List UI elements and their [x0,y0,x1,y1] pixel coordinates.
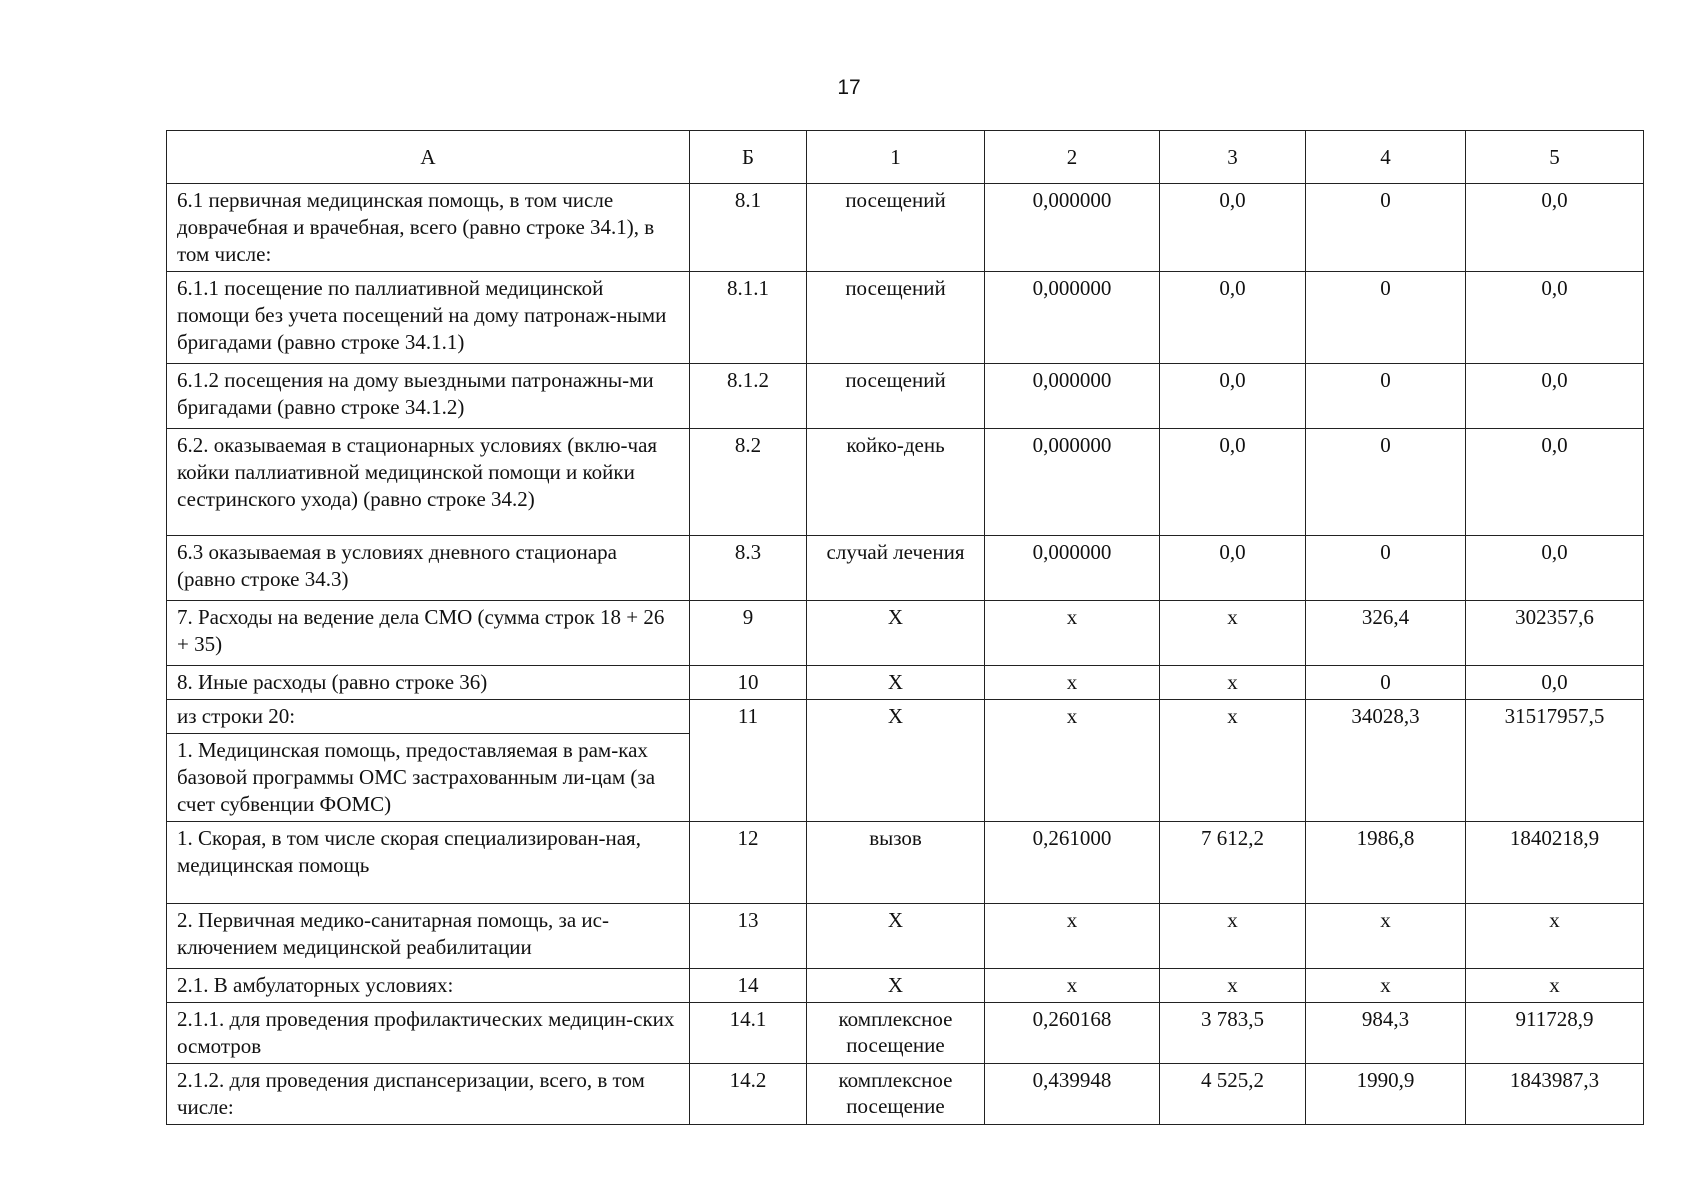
row-col3: 4 525,2 [1160,1064,1306,1125]
row-col3: 3 783,5 [1160,1003,1306,1064]
row-code: 9 [690,601,807,666]
table-row [167,700,1644,734]
row-code: 8.1.1 [690,272,807,364]
row-col5: х [1466,969,1644,1003]
row-col2: 0,000000 [985,364,1160,429]
row-code: 14.1 [690,1003,807,1064]
row-col4: 0 [1306,429,1466,536]
header-cell-3: 3 [1160,131,1306,184]
table-row [167,601,1644,666]
row-col3: 7 612,2 [1160,822,1306,904]
row-col2: 0,439948 [985,1064,1160,1125]
row-col4: 326,4 [1306,601,1466,666]
row-name: 6.1 первичная медицинская помощь, в том числе доврачебная и врачебная, всего (равно строке 34.1), в том числе: [167,184,690,272]
row-col5: 302357,6 [1466,601,1644,666]
row-unit: посещений [807,364,985,429]
row-name: 2.1. В амбулаторных условиях: [167,969,690,1003]
table-row [167,822,1644,904]
header-cell-4: 4 [1306,131,1466,184]
table-row [167,429,1644,536]
row-unit: вызов [807,822,985,904]
row-name: 6.3 оказываемая в условиях дневного стационара (равно строке 34.3) [167,536,690,601]
row-col2: х [985,700,1160,822]
row-unit: Х [807,969,985,1003]
page-number: 17 [837,76,861,99]
table-row [167,184,1644,272]
row-col5: 1840218,9 [1466,822,1644,904]
row-col3: х [1160,666,1306,700]
data-table [166,130,1644,1125]
row-name: 6.1.2 посещения на дому выездными патронажны-ми бригадами (равно строке 34.1.2) [167,364,690,429]
row-unit: Х [807,904,985,969]
table-row [167,364,1644,429]
row-col3: х [1160,904,1306,969]
header-cell-a: А [167,131,690,184]
row-col3: х [1160,601,1306,666]
table-row [167,1064,1644,1125]
row-col5: х [1466,904,1644,969]
row-col3: 0,0 [1160,536,1306,601]
row-name-sub: 1. Медицинская помощь, предоставляемая в рам-ках базовой программы ОМС застрахованным ли-цам (за счет субвенции ФОМС) [167,734,690,822]
row-col3: 0,0 [1160,272,1306,364]
row-unit: посещений [807,272,985,364]
header-cell-b: Б [690,131,807,184]
row-name: 7. Расходы на ведение дела СМО (сумма строк 18 + 26 + 35) [167,601,690,666]
row-col3: 0,0 [1160,429,1306,536]
row-name: 2.1.1. для проведения профилактических медицин-ских осмотров [167,1003,690,1064]
table-row [167,904,1644,969]
row-code: 8.3 [690,536,807,601]
row-col5: 0,0 [1466,536,1644,601]
row-col4: 34028,3 [1306,700,1466,822]
row-name: 8. Иные расходы (равно строке 36) [167,666,690,700]
row-name: 2. Первичная медико-санитарная помощь, за ис-ключением медицинской реабилитации [167,904,690,969]
row-col2: 0,260168 [985,1003,1160,1064]
row-code: 8.1 [690,184,807,272]
row-unit: Х [807,601,985,666]
row-col2: 0,000000 [985,536,1160,601]
row-name: 2.1.2. для проведения диспансеризации, всего, в том числе: [167,1064,690,1125]
row-name: 6.2. оказываемая в стационарных условиях (вклю-чая койки паллиативной медицинской помощи и койки сестринского ухода) (равно строке 34.2) [167,429,690,536]
row-col4: 1990,9 [1306,1064,1466,1125]
row-col4: 0 [1306,184,1466,272]
row-col4: 1986,8 [1306,822,1466,904]
row-col4: х [1306,969,1466,1003]
row-col2: 0,000000 [985,272,1160,364]
row-col5: 911728,9 [1466,1003,1644,1064]
row-unit: Х [807,700,985,822]
row-col2: 0,000000 [985,184,1160,272]
row-col4: 0 [1306,364,1466,429]
header-cell-5: 5 [1466,131,1644,184]
row-code: 13 [690,904,807,969]
row-unit: комплексное посещение [807,1064,985,1125]
row-name: 6.1.1 посещение по паллиативной медицинской помощи без учета посещений на дому патронаж-ными бригадами (равно строке 34.1.1) [167,272,690,364]
row-col4: 0 [1306,536,1466,601]
row-col5: 0,0 [1466,272,1644,364]
row-unit: Х [807,666,985,700]
row-name: 1. Скорая, в том числе скорая специализирован-ная, медицинская помощь [167,822,690,904]
row-col3: 0,0 [1160,364,1306,429]
row-code: 8.1.2 [690,364,807,429]
row-col5: 0,0 [1466,429,1644,536]
row-code: 11 [690,700,807,822]
row-unit: комплексное посещение [807,1003,985,1064]
table-row [167,666,1644,700]
row-col2: х [985,601,1160,666]
row-col4: 0 [1306,666,1466,700]
row-code: 10 [690,666,807,700]
row-col2: 0,000000 [985,429,1160,536]
row-code: 14 [690,969,807,1003]
row-code: 8.2 [690,429,807,536]
row-col5: 31517957,5 [1466,700,1644,822]
row-code: 14.2 [690,1064,807,1125]
row-col4: 984,3 [1306,1003,1466,1064]
row-col2: х [985,969,1160,1003]
row-col3: х [1160,700,1306,822]
header-row [167,131,1644,184]
row-col5: 0,0 [1466,184,1644,272]
row-unit: койко-день [807,429,985,536]
row-unit: посещений [807,184,985,272]
row-col5: 0,0 [1466,364,1644,429]
table-row [167,536,1644,601]
row-col5: 0,0 [1466,666,1644,700]
row-col4: 0 [1306,272,1466,364]
table-row [167,1003,1644,1064]
row-unit: случай лечения [807,536,985,601]
header-cell-1: 1 [807,131,985,184]
table-row [167,272,1644,364]
table-row [167,969,1644,1003]
row-col3: х [1160,969,1306,1003]
row-col2: х [985,666,1160,700]
row-col4: х [1306,904,1466,969]
row-code: 12 [690,822,807,904]
row-col5: 1843987,3 [1466,1064,1644,1125]
row-name: из строки 20: [167,700,690,734]
row-col2: х [985,904,1160,969]
header-cell-2: 2 [985,131,1160,184]
row-col2: 0,261000 [985,822,1160,904]
row-col3: 0,0 [1160,184,1306,272]
